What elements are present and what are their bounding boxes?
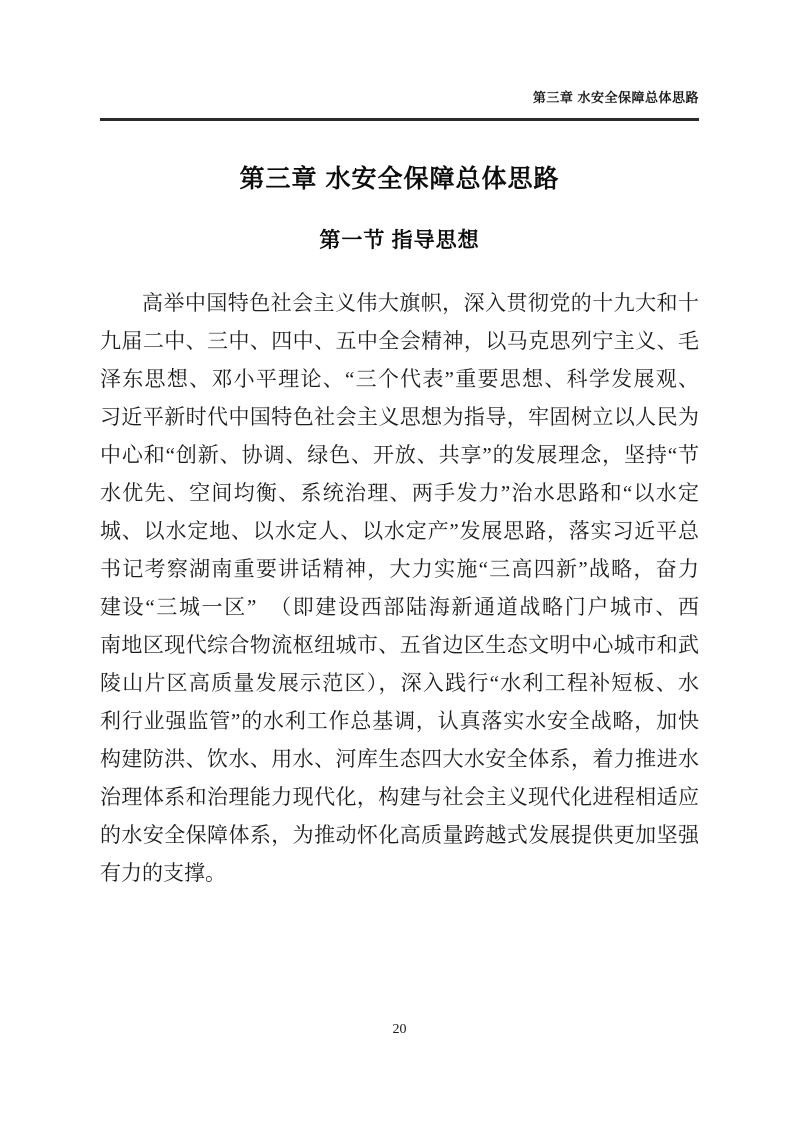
header-rule bbox=[100, 118, 699, 121]
paragraph-line: 南地区现代综合物流枢纽城市、五省边区生态文明中心城市和武 bbox=[100, 633, 699, 657]
running-header bbox=[100, 90, 699, 106]
paragraph-line: 城、以水定地、以水定人、以水定产”发展思路，落实习近平总 bbox=[100, 519, 699, 543]
running-header-text: 第三章 水安全保障总体思路 bbox=[532, 90, 699, 105]
chapter-title: 第三章 水安全保障总体思路 bbox=[239, 165, 560, 193]
paragraph-line: 利行业强监管”的水利工作总基调，认真落实水安全战略，加快 bbox=[100, 709, 699, 733]
paragraph-line: 中心和“创新、协调、绿色、开放、共享”的发展理念，坚持“节 bbox=[100, 443, 699, 467]
paragraph-line: 陵山片区高质量发展示范区），深入践行“水利工程补短板、水 bbox=[100, 671, 699, 695]
paragraph-line: 九届二中、三中、四中、五中全会精神，以马克思列宁主义、毛 bbox=[100, 329, 699, 353]
paragraph-line: 有力的支撑。 bbox=[100, 861, 226, 885]
section-title: 第一节 指导思想 bbox=[319, 228, 480, 252]
paragraph-line: 习近平新时代中国特色社会主义思想为指导，牢固树立以人民为 bbox=[100, 405, 699, 429]
paragraph-line: 建设“三城一区” （即建设西部陆海新通道战略门户城市、西 bbox=[100, 595, 699, 619]
paragraph-line: 高举中国特色社会主义伟大旗帜，深入贯彻党的十九大和十 bbox=[142, 291, 699, 315]
paragraph-line: 水优先、空间均衡、系统治理、两手发力”治水思路和“以水定 bbox=[100, 481, 699, 505]
body-paragraph bbox=[100, 284, 699, 892]
paragraph-line: 书记考察湖南重要讲话精神，大力实施“三高四新”战略，奋力 bbox=[100, 557, 699, 581]
paragraph-line: 治理体系和治理能力现代化，构建与社会主义现代化进程相适应 bbox=[100, 785, 699, 809]
paragraph-line: 的水安全保障体系，为推动怀化高质量跨越式发展提供更加坚强 bbox=[100, 823, 699, 847]
paragraph-line: 泽东思想、邓小平理论、“三个代表”重要思想、科学发展观、 bbox=[100, 367, 699, 391]
page-number: 20 bbox=[392, 1022, 407, 1037]
paragraph-line: 构建防洪、饮水、用水、河库生态四大水安全体系，着力推进水 bbox=[100, 747, 699, 771]
